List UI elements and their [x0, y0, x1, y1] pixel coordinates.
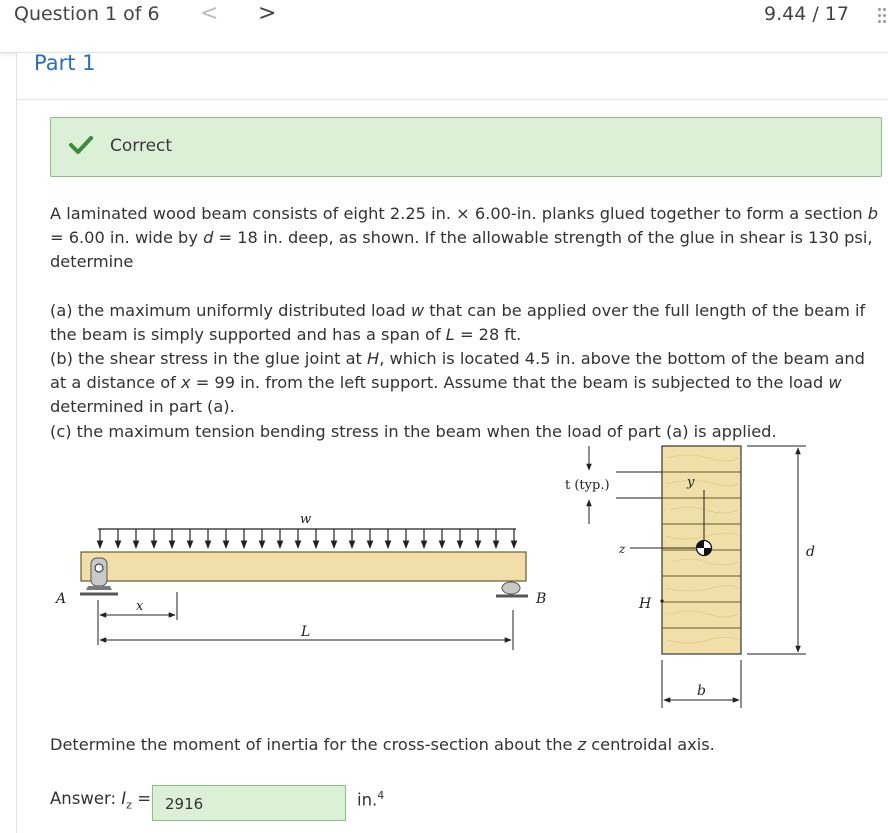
status-banner — [50, 117, 882, 177]
answer-label: Answer: $I_z$ = — [50, 789, 152, 812]
label-w: w — [300, 512, 312, 527]
label-b: b — [697, 683, 706, 699]
beam — [81, 552, 526, 581]
label-d: d — [806, 544, 815, 560]
part-title[interactable]: Part 1 — [34, 51, 96, 75]
checkmark-icon — [69, 135, 93, 155]
divider — [17, 99, 888, 100]
drag-handle-icon[interactable] — [876, 6, 888, 26]
point-H — [660, 599, 663, 602]
dimension-d — [747, 446, 806, 654]
moment-of-inertia-input[interactable] — [152, 785, 346, 821]
score-display: 9.44 / 17 — [764, 3, 849, 25]
previous-question-button[interactable]: < — [200, 1, 219, 26]
label-L: L — [301, 624, 311, 640]
problem-statement — [50, 202, 884, 444]
roller-support — [496, 582, 528, 596]
label-H: H — [639, 596, 652, 612]
beam-figure — [50, 440, 884, 720]
question-title: Question 1 of 6 — [14, 3, 160, 25]
problem-intro: A laminated wood beam consists of eight 2.25 in. × 6.00-in. planks glued together to form a section b = 6.00 in. wide by d = 18 in. deep, as shown. If the allowable strength of the glue in shear is 130 psi, determine — [50, 204, 879, 272]
status-label: Correct — [110, 136, 173, 156]
label-z: z — [619, 542, 626, 556]
label-y: y — [687, 475, 695, 490]
problem-part-a: (a) the maximum uniformly distributed load w that can be applied over the full length of the beam if the beam is simply supported and has a span of L = 28 ft. — [50, 300, 866, 344]
top-bar — [0, 0, 888, 53]
label-x: x — [136, 599, 144, 614]
problem-part-b: (b) the shear stress in the glue joint at H, which is located 4.5 in. above the bottom of the beam and at a distance of x = 99 in. from the left support. Assume that the beam is subjected to the load w determined in part (a). — [50, 349, 865, 417]
answer-unit: in.$^4$ — [357, 789, 385, 810]
label-A: A — [56, 591, 67, 607]
label-t: t (typ.) — [565, 478, 610, 493]
distributed-load — [98, 529, 516, 548]
problem-part-c: (c) the maximum tension bending stress in the beam when the load of part (a) is applied. — [50, 421, 777, 441]
question-prompt: Determine the moment of inertia for the cross-section about the z centroidal axis. — [50, 735, 715, 754]
next-question-button[interactable]: > — [258, 1, 277, 26]
label-B: B — [536, 591, 547, 607]
